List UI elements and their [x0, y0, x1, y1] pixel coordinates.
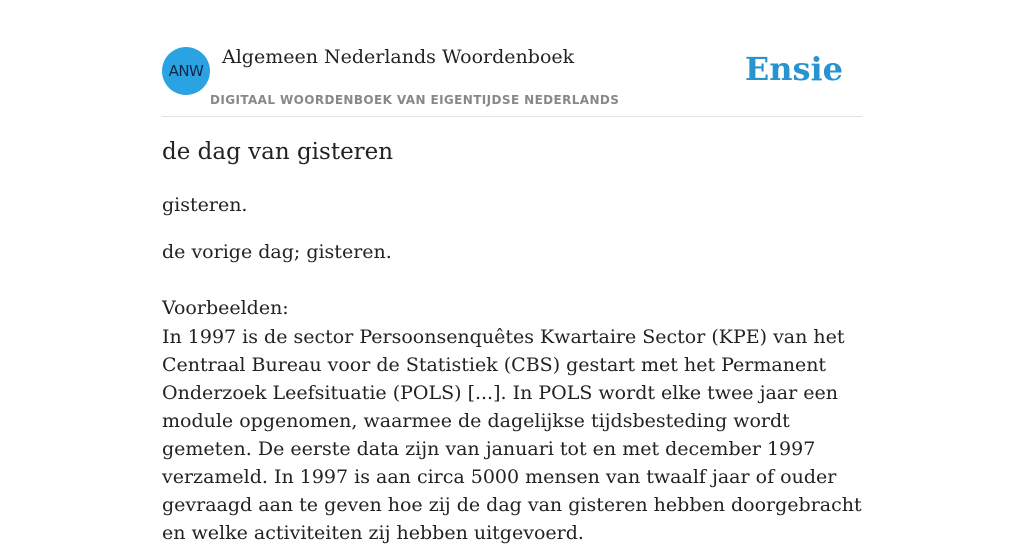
site-title[interactable]: Algemeen Nederlands Woordenboek	[222, 46, 575, 68]
entry-synonym: gisteren.	[162, 194, 248, 216]
entry-title: de dag van gisteren	[162, 139, 394, 165]
site-subtitle: DIGITAAL WOORDENBOEK VAN EIGENTIJDSE NEDERLANDS	[210, 93, 620, 107]
logo-text: ANW	[168, 62, 204, 80]
page	[162, 0, 862, 544]
example-text: In 1997 is de sector Persoonsenquêtes Kwartaire Sector (KPE) van het Centraal Bureau voor de Statistiek (CBS) gestart met het Permanent Onderzoek Leefsituatie (POLS) [...]. In POLS wordt elke twee jaar een module opgenomen, waarmee de dagelijkse tijdsbesteding wordt gemeten. De eerste data zijn van januari tot en met december 1997 verzameld. In 1997 is aan circa 5000 mensen van twaalf jaar of ouder gevraagd aan te geven hoe zij de dag van gisteren hebben doorgebracht en welke activiteiten zij hebben uitgevoerd.	[162, 326, 862, 544]
site-header	[162, 0, 862, 117]
anw-logo[interactable]	[162, 47, 210, 95]
ensie-brand-link[interactable]: Ensie	[744, 50, 843, 88]
examples-label: Voorbeelden:	[162, 297, 289, 319]
entry-definition: de vorige dag; gisteren.	[162, 241, 392, 263]
